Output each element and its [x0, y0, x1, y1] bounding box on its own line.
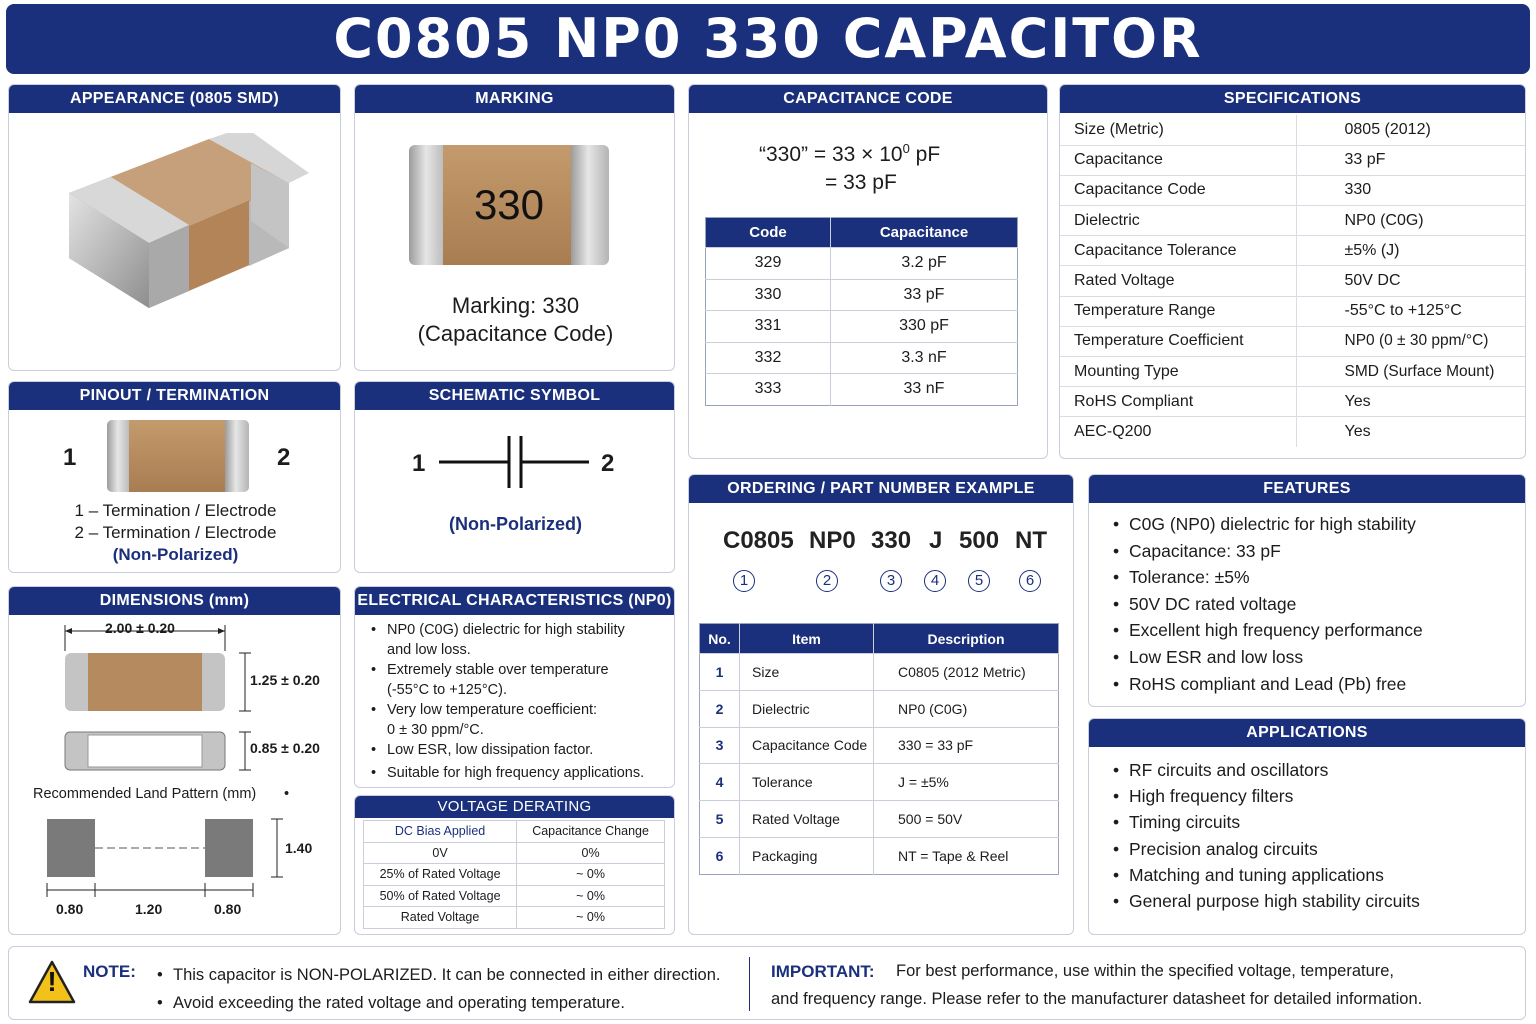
item-line: NP0 (C0G) dielectric for high stability	[387, 622, 625, 638]
capacitance-cell: 3.2 pF	[831, 248, 1018, 280]
width-dimension: 1.25 ± 0.20	[250, 672, 320, 688]
list-item: • Avoid exceeding the rated voltage and operating temperature.	[151, 989, 720, 1017]
ordering-panel	[688, 474, 1074, 935]
schematic-panel	[354, 381, 675, 573]
pinout-pin1-label: 1	[63, 444, 77, 471]
land-height-dimension: 1.40	[285, 840, 313, 856]
item-cell: Tolerance	[740, 764, 874, 801]
spec-label: Mounting Type	[1060, 357, 1296, 387]
no-cell: 4	[700, 764, 740, 801]
part-segment-capacitance: 330	[871, 527, 912, 554]
code-cell: 329	[706, 248, 831, 280]
spec-value: 0805 (2012)	[1296, 115, 1525, 145]
table-row	[364, 842, 665, 864]
spec-value: NP0 (0 ± 30 ppm/°C)	[1296, 326, 1525, 356]
list-item	[365, 764, 644, 784]
bias-cell: 0V	[364, 842, 517, 864]
table-row	[700, 801, 1059, 838]
capacitor-symbol	[435, 430, 595, 492]
description-cell: C0805 (2012 Metric)	[874, 654, 1059, 691]
table-row	[700, 690, 1059, 727]
list-item	[365, 661, 644, 700]
dimensions-panel	[8, 586, 341, 935]
spec-label: Size (Metric)	[1060, 115, 1296, 145]
voltage-derating-header: VOLTAGE DERATING	[355, 796, 674, 818]
dc-bias-column-header: DC Bias Applied	[394, 824, 486, 839]
bias-cell: Rated Voltage	[364, 907, 517, 929]
part-number-marker: 1	[733, 570, 755, 592]
spec-row	[1060, 387, 1525, 417]
spec-value: NP0 (C0G)	[1296, 206, 1525, 236]
no-column-header: No.	[700, 624, 740, 654]
table-header-row	[364, 821, 665, 843]
list-item: • RF circuits and oscillators	[1107, 757, 1420, 783]
change-cell: ~ 0%	[517, 907, 665, 929]
schematic-pin2-label: 2	[601, 450, 615, 477]
item-cell: Rated Voltage	[740, 801, 874, 838]
pinout-line1: 1 – Termination / Electrode	[74, 501, 277, 520]
list-item: • Excellent high frequency performance	[1107, 617, 1423, 644]
description-cell: 330 = 33 pF	[874, 727, 1059, 764]
capacitance-code-table	[705, 217, 1018, 406]
pinout-left-terminal	[107, 420, 131, 492]
part-segment-dielectric: NP0	[809, 527, 856, 554]
list-item: • Capacitance: 33 pF	[1107, 538, 1423, 565]
table-row	[364, 864, 665, 886]
ordering-table	[699, 623, 1059, 875]
spec-value: -55°C to +125°C	[1296, 296, 1525, 326]
electrical-header: ELECTRICAL CHARACTERISTICS (NP0)	[355, 587, 674, 615]
warning-icon-symbol: !	[47, 966, 57, 997]
item-line: Extremely stable over temperature	[387, 662, 609, 678]
voltage-derating-table	[363, 820, 665, 929]
thickness-dimension: 0.85 ± 0.20	[250, 740, 320, 756]
code-cell: 333	[706, 374, 831, 406]
spec-label: Dielectric	[1060, 206, 1296, 236]
description-cell: NT = Tape & Reel	[874, 837, 1059, 874]
table-row	[364, 885, 665, 907]
spec-row	[1060, 417, 1525, 447]
spec-row	[1060, 357, 1525, 387]
part-number-marker: 4	[924, 570, 946, 592]
table-row	[700, 654, 1059, 691]
item-cell: Dielectric	[740, 690, 874, 727]
spec-value: 33 pF	[1296, 145, 1525, 175]
spec-value: 330	[1296, 175, 1525, 205]
capacitance-column-header: Capacitance	[831, 218, 1018, 248]
note-divider	[749, 957, 750, 1011]
chip-3d-illustration	[49, 133, 309, 333]
marking-line2: (Capacitance Code)	[417, 321, 614, 346]
item-cell: Packaging	[740, 837, 874, 874]
item-line: Suitable for high frequency applications.	[387, 764, 645, 781]
item-line: and low loss.	[387, 641, 471, 658]
dimensions-drawing	[9, 615, 341, 935]
code-cell: 331	[706, 311, 831, 343]
capacitance-cell: 33 nF	[831, 374, 1018, 406]
spec-label: AEC-Q200	[1060, 417, 1296, 447]
pinout-pin2-label: 2	[277, 444, 291, 471]
change-cell: 0%	[517, 842, 665, 864]
list-item: • General purpose high stability circuits	[1107, 888, 1420, 914]
list-item: • This capacitor is NON-POLARIZED. It can be connected in either direction.	[151, 961, 720, 989]
features-header: FEATURES	[1089, 475, 1525, 503]
description-cell: 500 = 50V	[874, 801, 1059, 838]
note-list	[151, 961, 720, 1017]
capacitance-equation-2: = 33 pF	[825, 171, 897, 194]
change-cell: ~ 0%	[517, 864, 665, 886]
land-gap: 1.20	[135, 901, 163, 917]
page-title: C0805 NP0 330 CAPACITOR	[6, 4, 1530, 74]
item-line: Low ESR, low dissipation factor.	[387, 742, 594, 758]
list-item: • Timing circuits	[1107, 809, 1420, 835]
appearance-header: APPEARANCE (0805 SMD)	[9, 85, 340, 113]
important-line2: and frequency range. Please refer to the manufacturer datasheet for detailed information.	[771, 990, 1423, 1008]
no-cell: 2	[700, 690, 740, 727]
capacitance-change-column-header: Capacitance Change	[517, 821, 665, 843]
list-item: • Tolerance: ±5%	[1107, 564, 1423, 591]
marking-chip-right-terminal	[571, 145, 609, 265]
list-item: • C0G (NP0) dielectric for high stability	[1107, 511, 1423, 538]
table-row	[364, 907, 665, 929]
specifications-panel	[1059, 84, 1526, 459]
spec-row	[1060, 236, 1525, 266]
spec-row	[1060, 115, 1525, 145]
table-row	[700, 764, 1059, 801]
specifications-header: SPECIFICATIONS	[1060, 85, 1525, 113]
spec-label: Capacitance Code	[1060, 175, 1296, 205]
capacitance-equation-1	[759, 141, 940, 167]
pinout-line3: (Non-Polarized)	[112, 545, 239, 564]
capacitance-cell: 33 pF	[831, 279, 1018, 311]
list-item: • Matching and tuning applications	[1107, 862, 1420, 888]
spec-label: Rated Voltage	[1060, 266, 1296, 296]
spec-label: Temperature Range	[1060, 296, 1296, 326]
item-line: Very low temperature coefficient:	[387, 702, 598, 718]
part-number-marker: 6	[1019, 570, 1041, 592]
spec-row	[1060, 206, 1525, 236]
part-number-marker: 2	[816, 570, 838, 592]
table-row	[706, 342, 1018, 374]
capacitance-code-panel	[688, 84, 1048, 459]
spec-row	[1060, 175, 1525, 205]
part-segment-tolerance: J	[929, 527, 943, 554]
note-bar	[8, 946, 1526, 1020]
part-number-marker: 5	[968, 570, 990, 592]
applications-header: APPLICATIONS	[1089, 719, 1525, 747]
spec-row	[1060, 145, 1525, 175]
description-cell: NP0 (C0G)	[874, 690, 1059, 727]
pinout-panel	[8, 381, 341, 573]
features-list	[1107, 511, 1423, 697]
table-row	[700, 837, 1059, 874]
marking-panel	[354, 84, 675, 371]
part-segment-packaging: NT	[1015, 527, 1047, 554]
list-item: • High frequency filters	[1107, 783, 1420, 809]
features-panel	[1088, 474, 1526, 707]
no-cell: 6	[700, 837, 740, 874]
part-segment-voltage: 500	[959, 527, 1000, 554]
land-pattern-title: Recommended Land Pattern (mm)	[33, 786, 257, 802]
spec-label: Temperature Coefficient	[1060, 326, 1296, 356]
appearance-panel	[8, 84, 341, 371]
marking-chip-left-terminal	[409, 145, 447, 265]
spec-label: RoHS Compliant	[1060, 387, 1296, 417]
voltage-derating-panel	[354, 795, 675, 935]
spec-value: ±5% (J)	[1296, 236, 1525, 266]
specifications-table	[1060, 115, 1525, 447]
schematic-pin1-label: 1	[412, 450, 426, 477]
list-item: • Precision analog circuits	[1107, 836, 1420, 862]
description-cell: J = ±5%	[874, 764, 1059, 801]
list-item	[365, 621, 644, 660]
schematic-caption: (Non-Polarized)	[449, 514, 582, 534]
capacitance-code-header: CAPACITANCE CODE	[689, 85, 1047, 113]
pinout-header: PINOUT / TERMINATION	[9, 382, 340, 410]
table-row	[706, 248, 1018, 280]
list-item: • 50V DC rated voltage	[1107, 591, 1423, 618]
no-cell: 3	[700, 727, 740, 764]
applications-panel	[1088, 718, 1526, 935]
capacitance-cell: 330 pF	[831, 311, 1018, 343]
list-item	[365, 741, 644, 761]
spec-label: Capacitance	[1060, 145, 1296, 175]
list-item: • RoHS compliant and Lead (Pb) free	[1107, 671, 1423, 698]
note-label: NOTE:	[83, 962, 136, 981]
marking-header: MARKING	[355, 85, 674, 113]
item-cell: Size	[740, 654, 874, 691]
important-label: IMPORTANT:	[771, 962, 875, 981]
no-cell: 5	[700, 801, 740, 838]
table-row	[706, 374, 1018, 406]
spec-value: Yes	[1296, 387, 1525, 417]
item-cell: Capacitance Code	[740, 727, 874, 764]
table-row	[706, 311, 1018, 343]
electrical-list	[365, 621, 644, 783]
description-column-header: Description	[874, 624, 1059, 654]
schematic-header: SCHEMATIC SYMBOL	[355, 382, 674, 410]
equation-exponent: 0	[902, 141, 910, 156]
land-pad-width-right: 0.80	[214, 901, 242, 917]
spec-value: Yes	[1344, 423, 1371, 441]
pinout-line2: 2 – Termination / Electrode	[74, 523, 277, 542]
spec-row	[1060, 326, 1525, 356]
pinout-right-terminal	[225, 420, 249, 492]
list-item	[365, 701, 644, 740]
important-line1: For best performance, use within the specified voltage, temperature,	[896, 962, 1395, 980]
pinout-chip-body	[129, 420, 227, 492]
item-column-header: Item	[740, 624, 874, 654]
ordering-header: ORDERING / PART NUMBER EXAMPLE	[689, 475, 1073, 503]
land-pattern-bullet: •	[284, 786, 290, 802]
bias-cell: 50% of Rated Voltage	[364, 885, 517, 907]
spec-value: 50V DC	[1296, 266, 1525, 296]
equation-unit: pF	[909, 143, 941, 166]
part-number-marker: 3	[880, 570, 902, 592]
dimensions-header: DIMENSIONS (mm)	[9, 587, 340, 615]
table-row	[700, 727, 1059, 764]
item-line: 0 ± 30 ppm/°C.	[387, 721, 484, 738]
land-pad-width-left: 0.80	[56, 901, 84, 917]
code-cell: 330	[706, 279, 831, 311]
applications-list	[1107, 757, 1420, 914]
change-cell: ~ 0%	[517, 885, 665, 907]
code-cell: 332	[706, 342, 831, 374]
marking-line1: Marking: 330	[451, 293, 580, 318]
spec-value: SMD (Surface Mount)	[1296, 357, 1525, 387]
electrical-panel	[354, 586, 675, 788]
equation-text: “330” = 33 × 10	[759, 143, 903, 166]
part-segment-size: C0805	[723, 527, 794, 554]
marking-chip-text: 330	[473, 181, 545, 228]
spec-label: Capacitance Tolerance	[1060, 236, 1296, 266]
code-column-header: Code	[706, 218, 831, 248]
capacitance-cell: 3.3 nF	[831, 342, 1018, 374]
spec-row	[1060, 296, 1525, 326]
bias-cell: 25% of Rated Voltage	[364, 864, 517, 886]
item-line: (-55°C to +125°C).	[387, 681, 507, 698]
length-dimension: 2.00 ± 0.20	[105, 620, 175, 636]
no-cell: 1	[700, 654, 740, 691]
spec-row	[1060, 266, 1525, 296]
list-item: • Low ESR and low loss	[1107, 644, 1423, 671]
table-row	[706, 279, 1018, 311]
